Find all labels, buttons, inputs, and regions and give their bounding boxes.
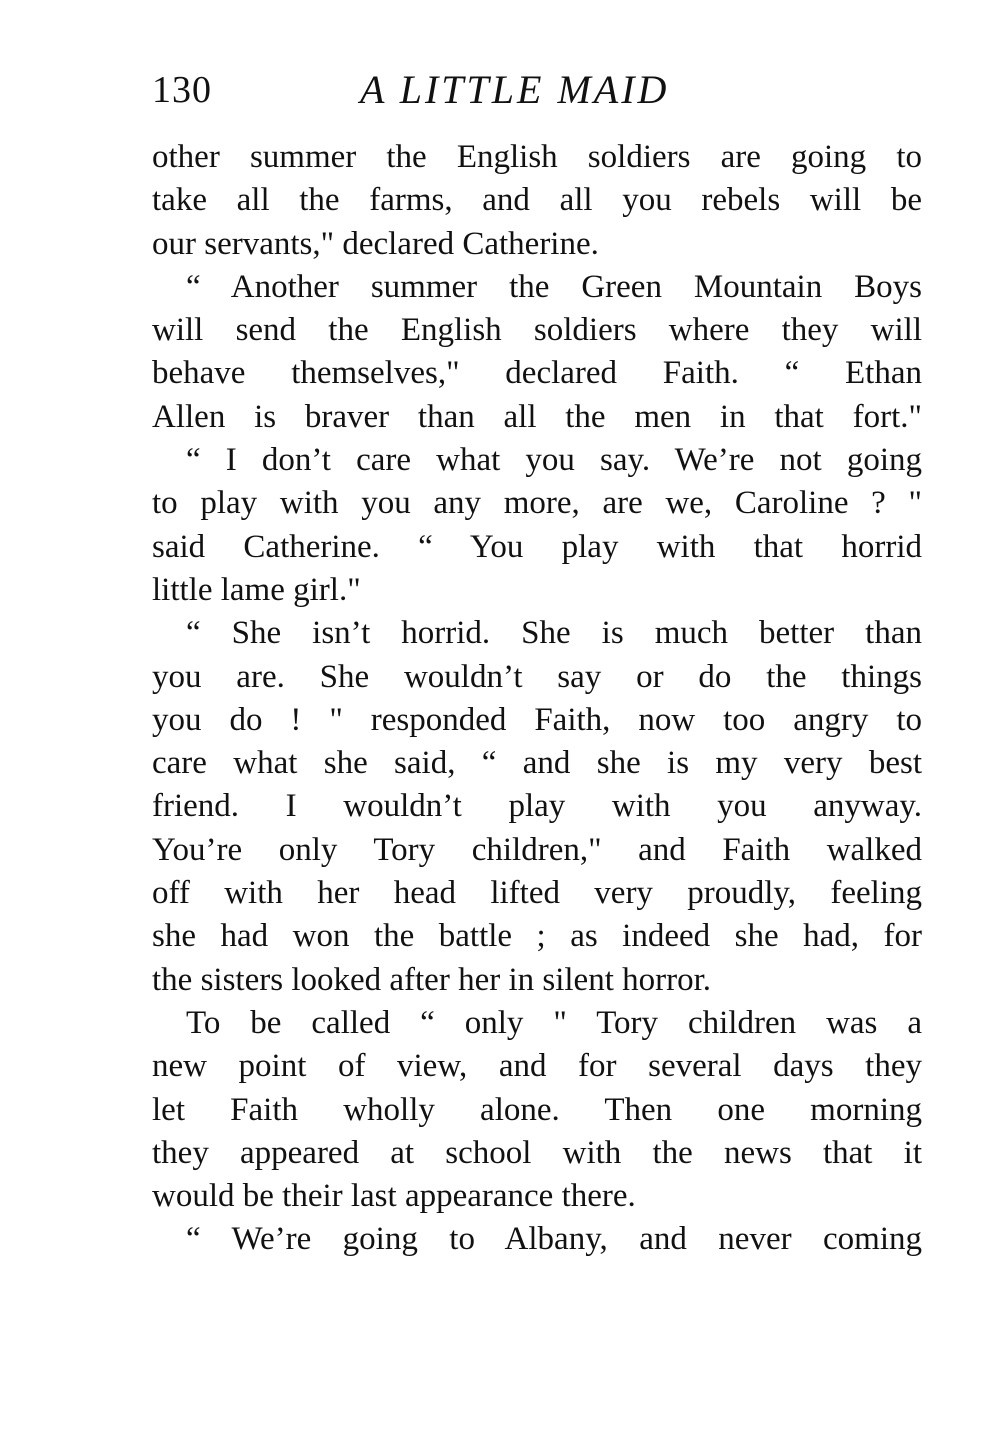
text-line: to play with you any more, are we, Caroline ? " xyxy=(152,485,922,522)
text-line: she had won the battle ; as indeed she had, for xyxy=(152,918,922,955)
text-line: “ Another summer the Green Mountain Boys xyxy=(186,268,922,305)
text-line: you are. She wouldn’t say or do the things xyxy=(152,658,922,695)
text-line: take all the farms, and all you rebels will be xyxy=(152,182,922,219)
text-line: off with her head lifted very proudly, feeling xyxy=(152,875,922,912)
text-line: Allen is braver than all the men in that fort." xyxy=(152,398,922,435)
text-line: you do ! " responded Faith, now too angry to xyxy=(152,701,922,738)
text-line: You’re only Tory children," and Faith walked xyxy=(152,831,922,868)
text-line: let Faith wholly alone. Then one morning xyxy=(152,1091,922,1128)
text-line: would be their last appearance there. xyxy=(152,1178,636,1215)
text-line: To be called “ only " Tory children was a xyxy=(186,1004,922,1041)
page-number: 130 xyxy=(152,69,212,111)
body-text xyxy=(152,136,922,1262)
text-line: behave themselves," declared Faith. “ Ethan xyxy=(152,355,922,392)
text-line: our servants," declared Catherine. xyxy=(152,225,599,262)
text-line: the sisters looked after her in silent horror. xyxy=(152,961,712,998)
text-line: “ She isn’t horrid. She is much better than xyxy=(186,615,922,652)
page-header xyxy=(152,62,922,122)
text-line: “ We’re going to Albany, and never coming xyxy=(186,1221,922,1258)
text-line: little lame girl." xyxy=(152,571,361,608)
text-line: other summer the English soldiers are going to xyxy=(152,139,922,175)
text-line: will send the English soldiers where they will xyxy=(152,312,922,349)
text-line: care what she said, “ and she is my very best xyxy=(152,745,922,782)
running-title: A LITTLE MAID xyxy=(360,67,670,112)
text-line: “ I don’t care what you say. We’re not going xyxy=(186,442,922,479)
text-line: friend. I wouldn’t play with you anyway. xyxy=(152,788,922,825)
text-line: new point of view, and for several days they xyxy=(152,1048,922,1085)
text-line: they appeared at school with the news that it xyxy=(152,1134,922,1171)
text-line: said Catherine. “ You play with that horrid xyxy=(152,528,922,565)
